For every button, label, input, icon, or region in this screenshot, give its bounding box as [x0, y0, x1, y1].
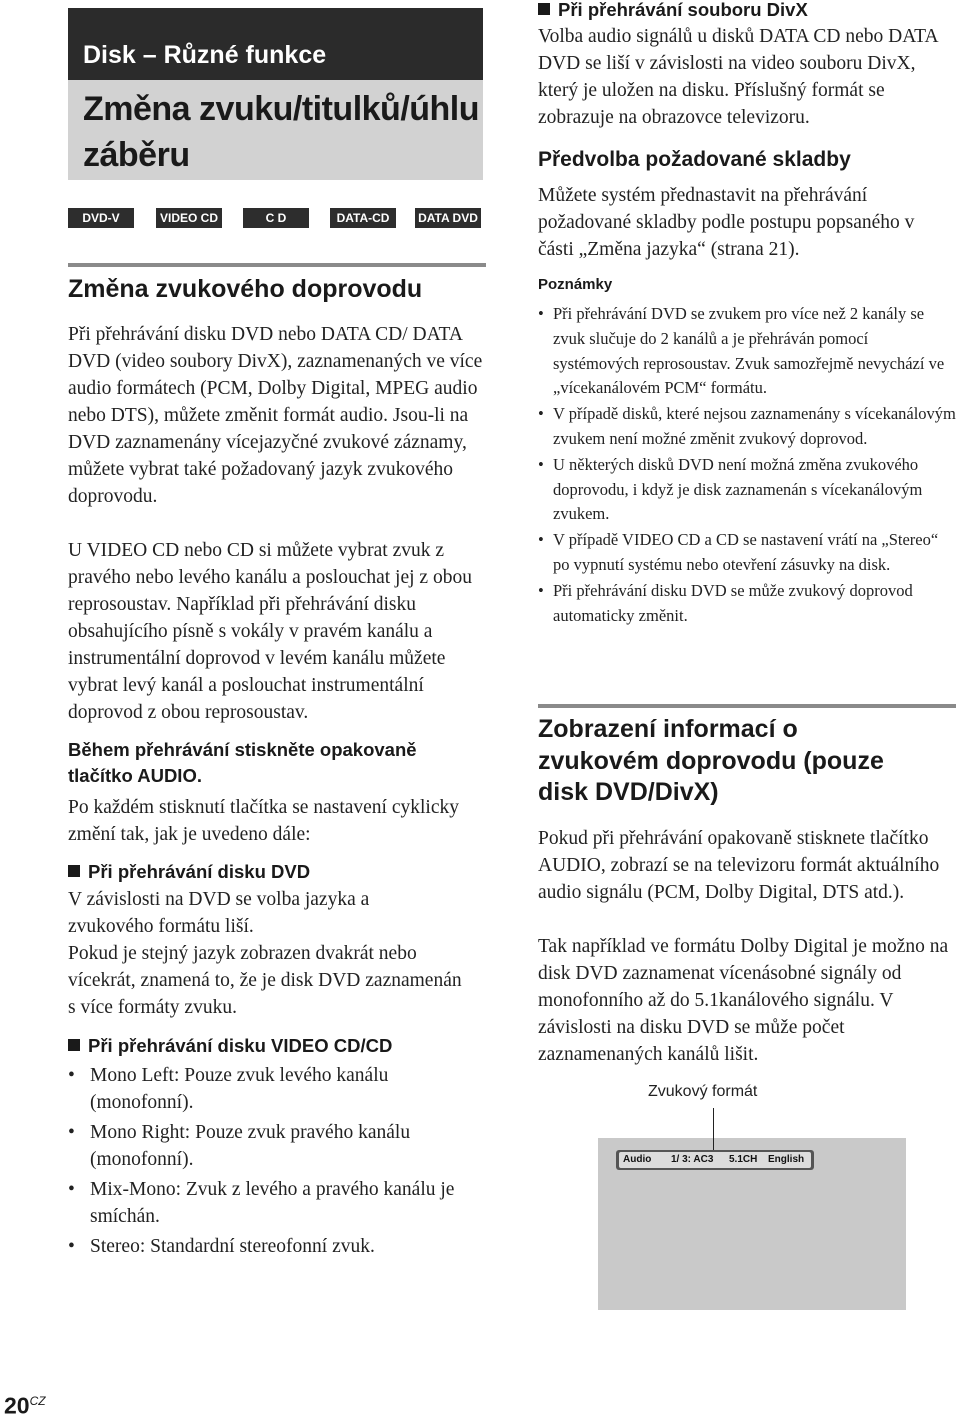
preset-heading: Předvolba požadované skladby — [538, 148, 851, 171]
callout-line — [713, 1108, 714, 1152]
list-item: • Mono Right: Pouze zvuk pravého kanálu (monofonní). — [68, 1119, 488, 1173]
instruction-heading: Během přehrávání stiskněte opakovaně tlačítko AUDIO. — [68, 739, 417, 786]
info-text-2: Tak například ve formátu Dolby Digital je možno na disk DVD zaznamenat vícenásobné signály od monofonního až do 5.1kanálového signálu. V závislosti na disku DVD se může počet zaznamenaných kanálů lišit. — [538, 936, 949, 1065]
vcd-subheading: Při přehrávání disku VIDEO CD/CD — [68, 1033, 488, 1059]
section-rule — [538, 704, 956, 708]
note-item: • V případě VIDEO CD a CD se nastavení vrátí na „Stereo“ po vypnutí systému nebo otevření zásuvky na disk. — [538, 528, 956, 578]
list-item: • Mix-Mono: Zvuk z levého a pravého kanálu je smíchán. — [68, 1176, 488, 1230]
badge-cd: C D — [243, 208, 309, 228]
section-rule — [68, 263, 486, 267]
osd-channels: 5.1CH — [729, 1154, 758, 1165]
square-bullet-icon — [538, 3, 550, 15]
badge-dvd-v: DVD-V — [68, 208, 134, 228]
notes-heading: Poznámky — [538, 276, 613, 293]
callout-label: Zvukový formát — [648, 1083, 758, 1100]
note-item: • Při přehrávání disku DVD se může zvukový doprovod automaticky změnit. — [538, 579, 956, 629]
dvd-text-2: Pokud je stejný jazyk zobrazen dvakrát nebo vícekrát, znamená to, že je disk DVD zaznamenán s více formáty zvuku. — [68, 943, 462, 1018]
list-item: • Mono Left: Pouze zvuk levého kanálu (monofonní). — [68, 1062, 488, 1116]
intro-paragraph: Při přehrávání disku DVD nebo DATA CD/ DATA DVD (video soubory DivX), zaznamenaných ve více audio formátech (PCM, Dolby Digital, MPEG audio nebo DTS), můžete změnit formát audio. Jsou-li na DVD zaznamenány vícejazyčné zvukové záznamy, můžete vybrat také požadovaný jazyk zvukového doprovodu. — [68, 324, 483, 507]
notes-list — [538, 302, 956, 628]
info-text: Pokud při přehrávání opakovaně stisknete tlačítko AUDIO, zobrazí se na televizoru formát aktuálního audio signálu (PCM, Dolby Digital, DTS atd.). — [538, 828, 940, 903]
osd-label: Audio — [623, 1154, 652, 1165]
vcd-paragraph: U VIDEO CD nebo CD si můžete vybrat zvuk z pravého nebo levého kanálu a poslouchat jej z obou reprosoustav. Například při přehrávání disku obsahujícího písně s vokály v pravém kanálu a instrumentální doprovod v levém kanálu můžete vybrat levý kanál a poslouchat instrumentální doprovod z obou reprosoustav. — [68, 540, 472, 723]
square-bullet-icon — [68, 865, 80, 877]
preset-text: Můžete systém přednastavit na přehrávání požadované skladby podle postupu popsaného v části „Změna jazyka“ (strana 21). — [538, 185, 915, 260]
divx-subheading: Při přehrávání souboru DivX — [538, 0, 958, 23]
list-item: • Stereo: Standardní stereofonní zvuk. — [68, 1233, 488, 1260]
section-title: Disk – Různé funkce — [68, 8, 483, 80]
osd-track: 1/ 3: AC3 — [671, 1154, 714, 1165]
osd-display — [619, 1152, 811, 1168]
divx-text: Volba audio signálů u disků DATA CD nebo DATA DVD se liší v závislosti na video souboru DivX, který je uložen na disku. Příslušný formát se zobrazuje na obrazovce televizoru. — [538, 26, 938, 128]
badge-data-cd: DATA-CD — [330, 208, 396, 228]
note-item: • U některých disků DVD není možná změna zvukového doprovodu, i když je disk zaznamenán s vícekanálovým zvukem. — [538, 453, 956, 527]
info-heading: Zobrazení informací o zvukovém doprovodu (pouze disk DVD/DivX) — [538, 715, 884, 806]
dvd-subheading: Při přehrávání disku DVD — [68, 859, 488, 885]
square-bullet-icon — [68, 1039, 80, 1051]
note-item: • V případě disků, které nejsou zaznamenány s vícekanálovým zvukem není možné změnit zvukový doprovod. — [538, 402, 956, 452]
audio-change-heading: Změna zvukového doprovodu — [68, 275, 423, 303]
page-title: Změna zvuku/titulků/úhlu záběru — [68, 80, 483, 180]
vcd-mode-list — [68, 1062, 488, 1260]
badge-data-dvd: DATA DVD — [415, 208, 481, 228]
page-number: $20^{CZ}$ — [4, 1392, 46, 1419]
cycle-paragraph: Po každém stisknutí tlačítka se nastavení cyklicky změní tak, jak je uvedeno dále: — [68, 797, 459, 845]
dvd-text: V závislosti na DVD se volba jazyka a zvukového formátu liší. — [68, 889, 370, 937]
badge-video-cd: VIDEO CD — [156, 208, 222, 228]
osd-language: English — [768, 1154, 805, 1165]
note-item: • Při přehrávání DVD se zvukem pro více než 2 kanály se zvuk slučuje do 2 kanálů a je přehráván pomocí systémových reprosoustav. Zvuk samozřejmě nevychází ve „vícekanálovém PCM“ formátu. — [538, 302, 956, 401]
